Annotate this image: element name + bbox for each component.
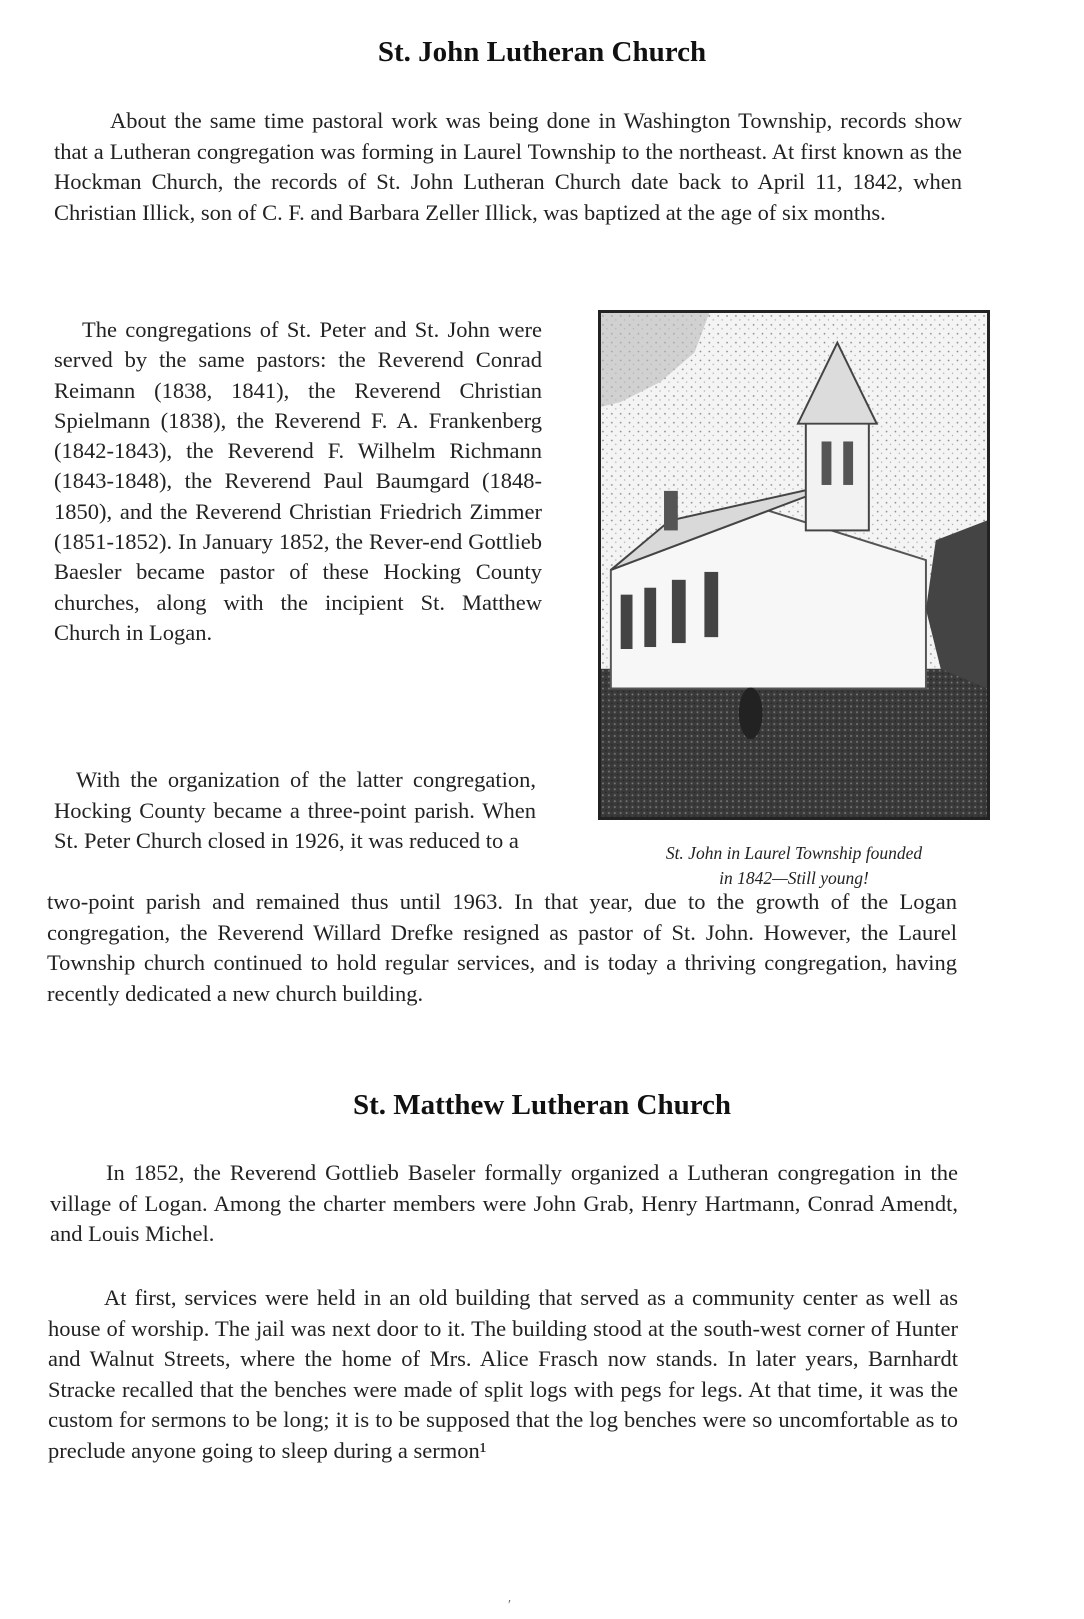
paragraph-pastors: The congregations of St. Peter and St. John were served by the same pastors: the Reverend Conrad Reimann (1838, 1841), the Reverend Christian Spielmann (1838), the Reverend F. A. Frankenberg (1842-1843), the Reverend F. Wilhelm Richmann (1843-1848), the Reverend Paul Baumgard (1848-1850), and the Reverend Christian Friedrich Zimmer (1851-1852). In January 1852, the Rever-end Gottlieb Baesler became pastor of these Hocking County churches, along with the incipient St. Matthew Church in Logan. xyxy=(54,317,542,645)
paragraph-early-services: At first, services were held in an old building that served as a community center as well as house of worship. The jail was next door to it. The building stood at the south-west corner of Hunter and Walnut Streets, where the home of Mrs. Alice Frasch now stands. In later years, Barnhardt Stracke recalled that the benches were made of split logs with pegs for legs. At that time, it was the custom for sermons to be long; it is to be supposed that the log benches were so uncomfortable as to preclude anyone going to sleep during a sermon¹ xyxy=(48,1285,958,1463)
paragraph-st-matthew-intro: In 1852, the Reverend Gottlieb Baseler formally organized a Lutheran congregation in the village of Logan. Among the charter members were John Grab, Henry Hartmann, Conrad Amendt, and Louis Michel. xyxy=(50,1160,958,1247)
section-title-st-john: St. John Lutheran Church xyxy=(377,36,707,68)
paragraph-parish-wide: two-point parish and remained thus until 1963. In that year, due to the growth of the Logan congregation, the Reverend Willard Drefke resigned as pastor of St. John. However, the Laurel Township church continued to hold regular services, and is today a thriving congregation, having recently dedicated a new church building. xyxy=(47,889,957,1006)
paragraph-parish-narrow: With the organization of the latter congregation, Hocking County became a three-point parish. When St. Peter Church closed in 1926, it was reduced to a xyxy=(54,767,536,854)
stray-mark: ′ xyxy=(508,1598,512,1613)
church-photo-image xyxy=(601,313,987,817)
photo-caption: St. John in Laurel Township founded in 1842—Still young! xyxy=(665,843,923,888)
paragraph-st-john-intro: About the same time pastoral work was being done in Washington Township, records show that a Lutheran congregation was forming in Laurel Township to the northeast. At first known as the Hockman Church, the records of St. John Lutheran Church date back to April 11, 1842, when Christian Illick, son of C. F. and Barbara Zeller Illick, was baptized at the age of six months. xyxy=(54,108,962,225)
church-photo xyxy=(598,310,990,820)
section-title-st-matthew: St. Matthew Lutheran Church xyxy=(352,1089,732,1121)
